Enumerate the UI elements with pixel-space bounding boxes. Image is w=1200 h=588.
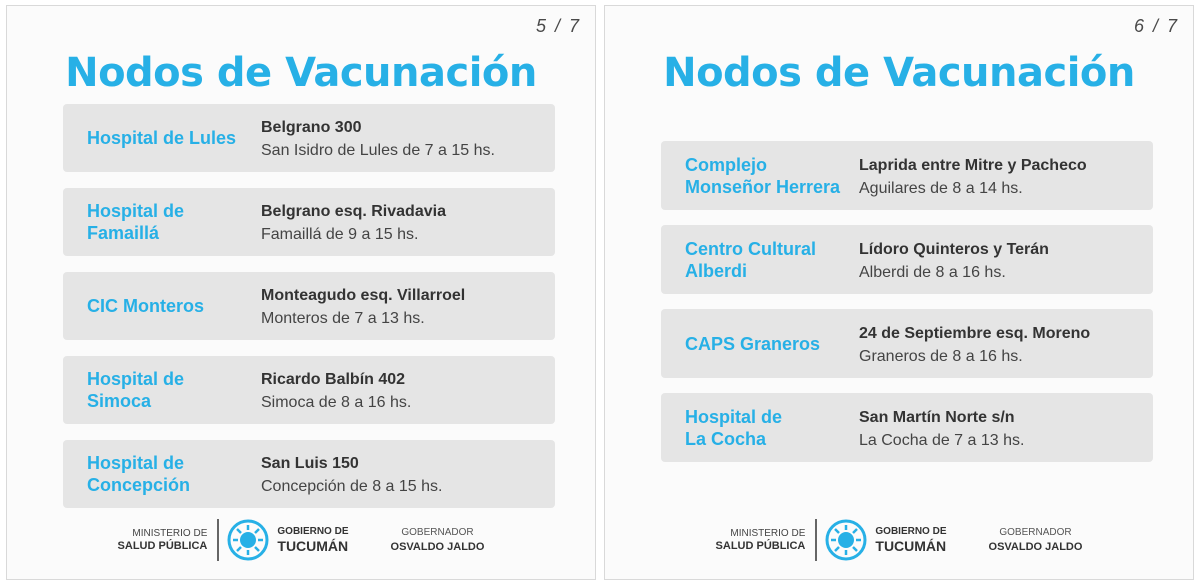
gobernador-label [989,526,1083,555]
list-item [661,309,1153,378]
ministerio-line2: SALUD PÚBLICA [117,540,208,552]
gobierno-line1: GOBIERNO DE [277,525,349,537]
slide-panel-5 [6,5,596,580]
node-address: 24 de Septiembre esq. Moreno [859,324,1091,342]
ministerio-label [716,527,816,553]
node-address: Belgrano 300 [261,119,362,136]
node-schedule: Monteros de 7 a 13 hs. [261,310,425,327]
gobernador-line1: GOBERNADOR [999,526,1072,538]
list-item [63,188,555,256]
node-info [859,236,1153,284]
ministerio-line1: MINISTERIO DE [132,528,208,539]
node-schedule: Alberdi de 8 a 16 hs. [859,263,1006,281]
node-schedule: La Cocha de 7 a 13 hs. [859,431,1025,449]
slide-panel-6 [604,5,1194,580]
node-name: Complejo Monseñor Herrera [685,154,841,197]
node-name: Hospital de Concepción [87,453,191,495]
list-item [63,440,555,508]
ministerio-line1: MINISTERIO DE [730,528,806,539]
tucuman-sun-logo-icon [825,519,867,561]
node-list [661,141,1153,477]
node-list [63,104,555,524]
node-name: Centro Cultural Alberdi [685,238,817,281]
page-title: Nodos de Vacunación [65,50,537,96]
node-name: Hospital de La Cocha [685,406,783,449]
gobierno-label [875,525,946,556]
node-address: Ricardo Balbín 402 [261,371,406,388]
ministerio-line2: SALUD PÚBLICA [715,540,806,552]
footer-logos [605,515,1193,565]
ministerio-label [118,527,218,553]
list-item [661,141,1153,210]
node-address: Lídoro Quinteros y Terán [859,240,1049,258]
node-schedule: Aguilares de 8 a 14 hs. [859,179,1023,197]
node-address: Belgrano esq. Rivadavia [261,203,446,220]
list-item [63,272,555,340]
gobierno-line1: GOBIERNO DE [875,525,947,537]
node-address: San Luis 150 [261,455,359,472]
list-item [661,393,1153,462]
page-title: Nodos de Vacunación [663,50,1135,96]
list-item [63,104,555,172]
list-item [63,356,555,424]
gobierno-label [277,525,348,556]
node-info [261,366,555,414]
node-schedule: Concepción de 8 a 15 hs. [261,478,443,495]
node-schedule: Simoca de 8 a 16 hs. [261,394,412,411]
node-info [859,404,1153,452]
node-name: CIC Monteros [87,296,204,316]
node-name: Hospital de Lules [87,128,237,148]
divider [815,519,817,561]
gobernador-label [391,526,485,555]
gobierno-line2: TUCUMÁN [277,537,349,554]
divider [217,519,219,561]
gobernador-line2: OSVALDO JALDO [988,540,1083,553]
gobernador-line1: GOBERNADOR [401,526,474,538]
node-info [859,152,1153,200]
page-number: 6 / 7 [1133,16,1179,36]
node-info [261,198,555,246]
page-number: 5 / 7 [535,16,581,36]
node-schedule: San Isidro de Lules de 7 a 15 hs. [261,142,495,159]
tucuman-sun-logo-icon [227,519,269,561]
node-info [859,320,1153,368]
node-name: CAPS Graneros [685,333,821,354]
node-name: Hospital de Simoca [87,369,185,411]
node-info [261,114,555,162]
node-info [261,450,555,498]
node-schedule: Graneros de 8 a 16 hs. [859,347,1023,365]
node-address: San Martín Norte s/n [859,408,1015,426]
node-name: Hospital de Famaillá [87,201,185,243]
node-address: Laprida entre Mitre y Pacheco [859,156,1087,174]
gobierno-line2: TUCUMÁN [875,537,947,554]
node-schedule: Famaillá de 9 a 15 hs. [261,226,419,243]
footer-logos [7,515,595,565]
gobernador-line2: OSVALDO JALDO [390,540,485,553]
node-info [261,282,555,330]
node-address: Monteagudo esq. Villarroel [261,287,466,304]
list-item [661,225,1153,294]
